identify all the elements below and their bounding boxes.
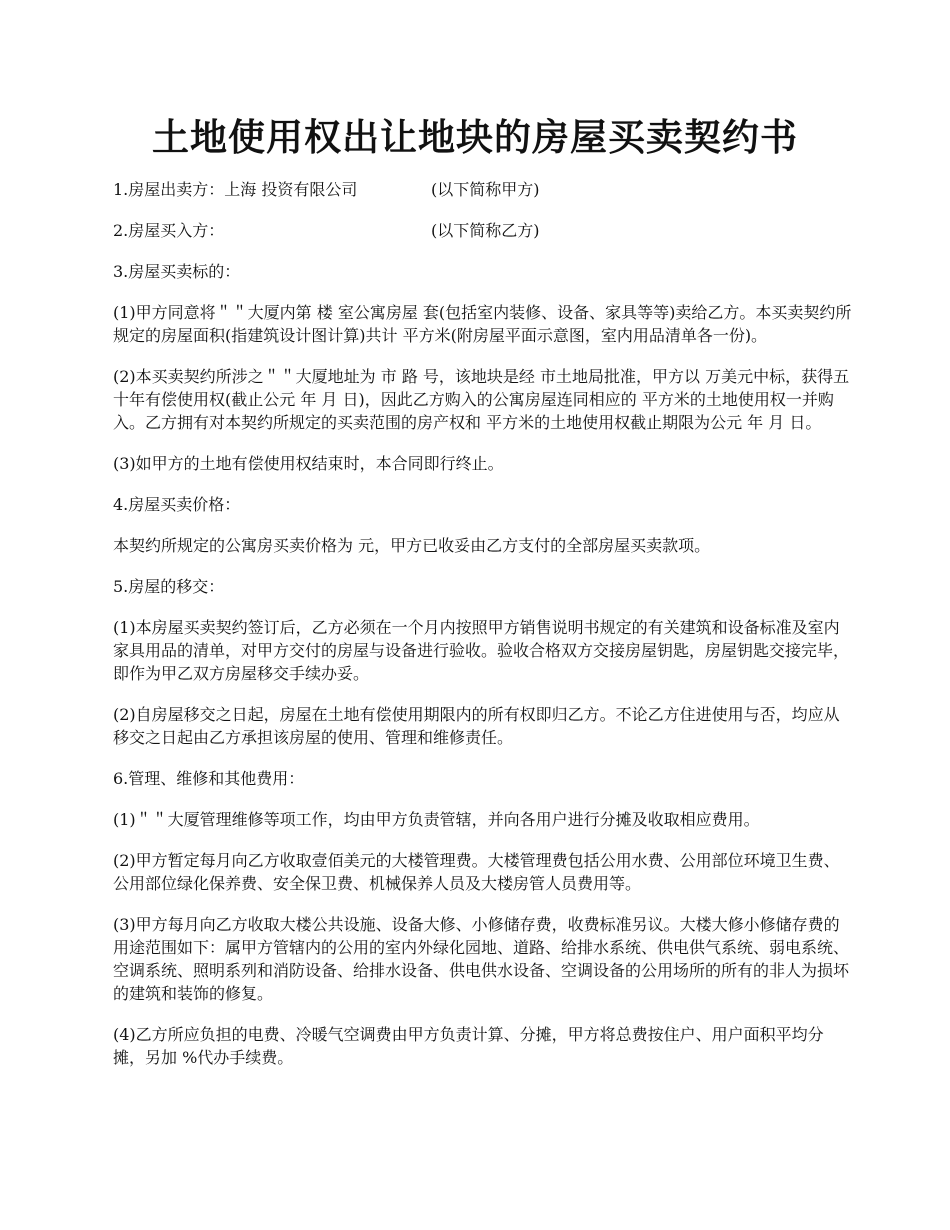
document-body: [113, 178, 853, 1087]
section-5-item-1: (1)本房屋买卖契约签订后，乙方必须在一个月内按照甲方销售说明书规定的有关建筑和设备标准及室内家具用品的清单，对甲方交付的房屋与设备进行验收。验收合格双方交接房屋钥匙，房屋钥匙交接完毕，即作为甲乙双方房屋移交手续办妥。: [113, 618, 850, 683]
buyer-note: (以下简称乙方): [431, 221, 540, 240]
seller-label: 1.房屋出卖方：上海 投资有限公司: [113, 180, 358, 199]
section-6-item-4: (4)乙方所应负担的电费、冷暖气空调费由甲方负责计算、分摊，甲方将总费按住户、用户面积平均分摊，另加 %代办手续费。: [113, 1025, 824, 1067]
section-4-text: 本契约所规定的公寓房买卖价格为 元，甲方已收妥由乙方支付的全部房屋买卖款项。: [113, 536, 711, 555]
seller-note: (以下简称甲方): [431, 180, 540, 199]
buyer-label: 2.房屋买入方：: [113, 221, 225, 240]
section-6-heading: 6.管理、维修和其他费用：: [113, 769, 305, 788]
section-5-heading: 5.房屋的移交：: [113, 577, 225, 596]
section-4-heading: 4.房屋买卖价格：: [113, 495, 241, 514]
section-3-item-1: (1)甲方同意将＂＂大厦内第 楼 室公寓房屋 套(包括室内装修、设备、家具等等)卖给乙方。本买卖契约所规定的房屋面积(指建筑设计图计算)共计 平方米(附房屋平面示意图，室内用品清单各一份)。: [113, 303, 852, 345]
section-3-item-2: (2)本买卖契约所涉之＂＂大厦地址为 市 路 号，该地块是经 市土地局批准，甲方以 万美元中标，获得五十年有偿使用权(截止公元 年 月 日)，因此乙方购入的公寓房屋连同相应的 平方米的土地使用权一并购入。乙方拥有对本契约所规定的买卖范围的房产权和 平方米的土地使用权截止期限为公元 年 月 日。: [113, 367, 850, 432]
section-6-item-3: (3)甲方每月向乙方收取大楼公共设施、设备大修、小修储存费，收费标准另议。大楼大修小修储存费的用途范围如下：属甲方管辖内的公用的室内外绿化园地、道路、给排水系统、供电供气系统、弱电系统、空调系统、照明系列和消防设备、给排水设备、供电供水设备、空调设备的公用场所的所有的非人为损坏的建筑和装饰的修复。: [113, 915, 850, 1003]
section-3-heading: 3.房屋买卖标的：: [113, 262, 241, 281]
section-5-item-2: (2)自房屋移交之日起，房屋在土地有偿使用期限内的所有权即归乙方。不论乙方住进使用与否，均应从移交之日起由乙方承担该房屋的使用、管理和维修责任。: [113, 705, 840, 747]
section-6-item-2: (2)甲方暂定每月向乙方收取壹佰美元的大楼管理费。大楼管理费包括公用水费、公用部位环境卫生费、公用部位绿化保养费、安全保卫费、机械保养人员及大楼房管人员费用等。: [113, 851, 840, 893]
section-6-item-1: (1)＂＂大厦管理维修等项工作，均由甲方负责管辖，并向各用户进行分摊及收取相应费用。: [113, 810, 760, 829]
section-3-item-3: (3)如甲方的土地有偿使用权结束时，本合同即行终止。: [113, 454, 504, 473]
buyer-line: [113, 219, 853, 242]
seller-line: [113, 178, 853, 201]
document-title: 土地使用权出让地块的房屋买卖契约书: [152, 115, 798, 159]
